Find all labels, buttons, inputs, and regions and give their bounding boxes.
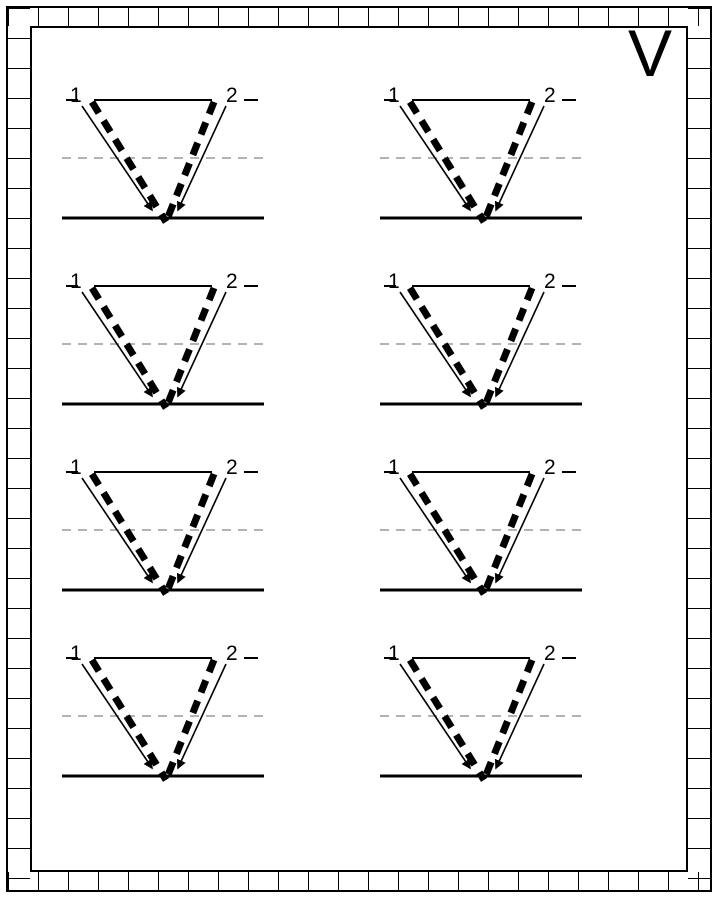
stroke-number-1: 1 [70,84,82,107]
stroke-number-1: 1 [388,84,400,107]
ruler-ticks-left [8,8,30,890]
tracing-cell [44,78,314,263]
stroke-number-1: 1 [388,642,400,665]
trace-stroke-2 [166,660,214,780]
stroke-number-2: 2 [544,270,556,293]
trace-stroke-1 [410,102,484,222]
stroke-number-2: 2 [544,642,556,665]
direction-arrow-2 [178,664,226,768]
stroke-number-1: 1 [70,270,82,293]
direction-arrow-1 [82,106,152,210]
trace-stroke-2 [166,288,214,408]
trace-stroke-1 [92,474,166,594]
trace-stroke-1 [92,288,166,408]
tracing-grid [44,78,680,818]
trace-stroke-2 [484,288,532,408]
trace-stroke-2 [484,474,532,594]
trace-stroke-2 [484,102,532,222]
tracing-cell [362,78,632,263]
stroke-number-1: 1 [70,456,82,479]
tracing-cell [362,264,632,449]
stroke-number-2: 2 [226,642,238,665]
tracing-cell [44,264,314,449]
direction-arrow-1 [82,664,152,768]
direction-arrow-2 [178,292,226,396]
trace-stroke-1 [410,474,484,594]
direction-arrow-1 [400,106,470,210]
stroke-number-1: 1 [388,270,400,293]
direction-arrow-2 [496,292,544,396]
tracing-cell [362,450,632,635]
stroke-number-2: 2 [226,456,238,479]
direction-arrow-2 [496,664,544,768]
stroke-number-2: 2 [226,84,238,107]
direction-arrow-1 [82,292,152,396]
stroke-number-1: 1 [388,456,400,479]
trace-stroke-2 [166,474,214,594]
stroke-number-2: 2 [226,270,238,293]
direction-arrow-2 [496,478,544,582]
direction-arrow-1 [82,478,152,582]
tracing-cell [44,450,314,635]
stroke-number-1: 1 [70,642,82,665]
trace-stroke-1 [92,102,166,222]
ruler-ticks-bottom [8,872,710,890]
direction-arrow-2 [178,106,226,210]
trace-stroke-1 [410,660,484,780]
direction-arrow-2 [178,478,226,582]
trace-stroke-1 [92,660,166,780]
direction-arrow-1 [400,292,470,396]
direction-arrow-1 [400,664,470,768]
stroke-number-2: 2 [544,84,556,107]
direction-arrow-1 [400,478,470,582]
trace-stroke-2 [484,660,532,780]
trace-stroke-1 [410,288,484,408]
tracing-cell [362,636,632,821]
ruler-ticks-top [8,8,710,26]
direction-arrow-2 [496,106,544,210]
letter-heading: V [627,16,672,90]
trace-stroke-2 [166,102,214,222]
stroke-number-2: 2 [544,456,556,479]
tracing-cell [44,636,314,821]
ruler-ticks-right [688,8,710,890]
